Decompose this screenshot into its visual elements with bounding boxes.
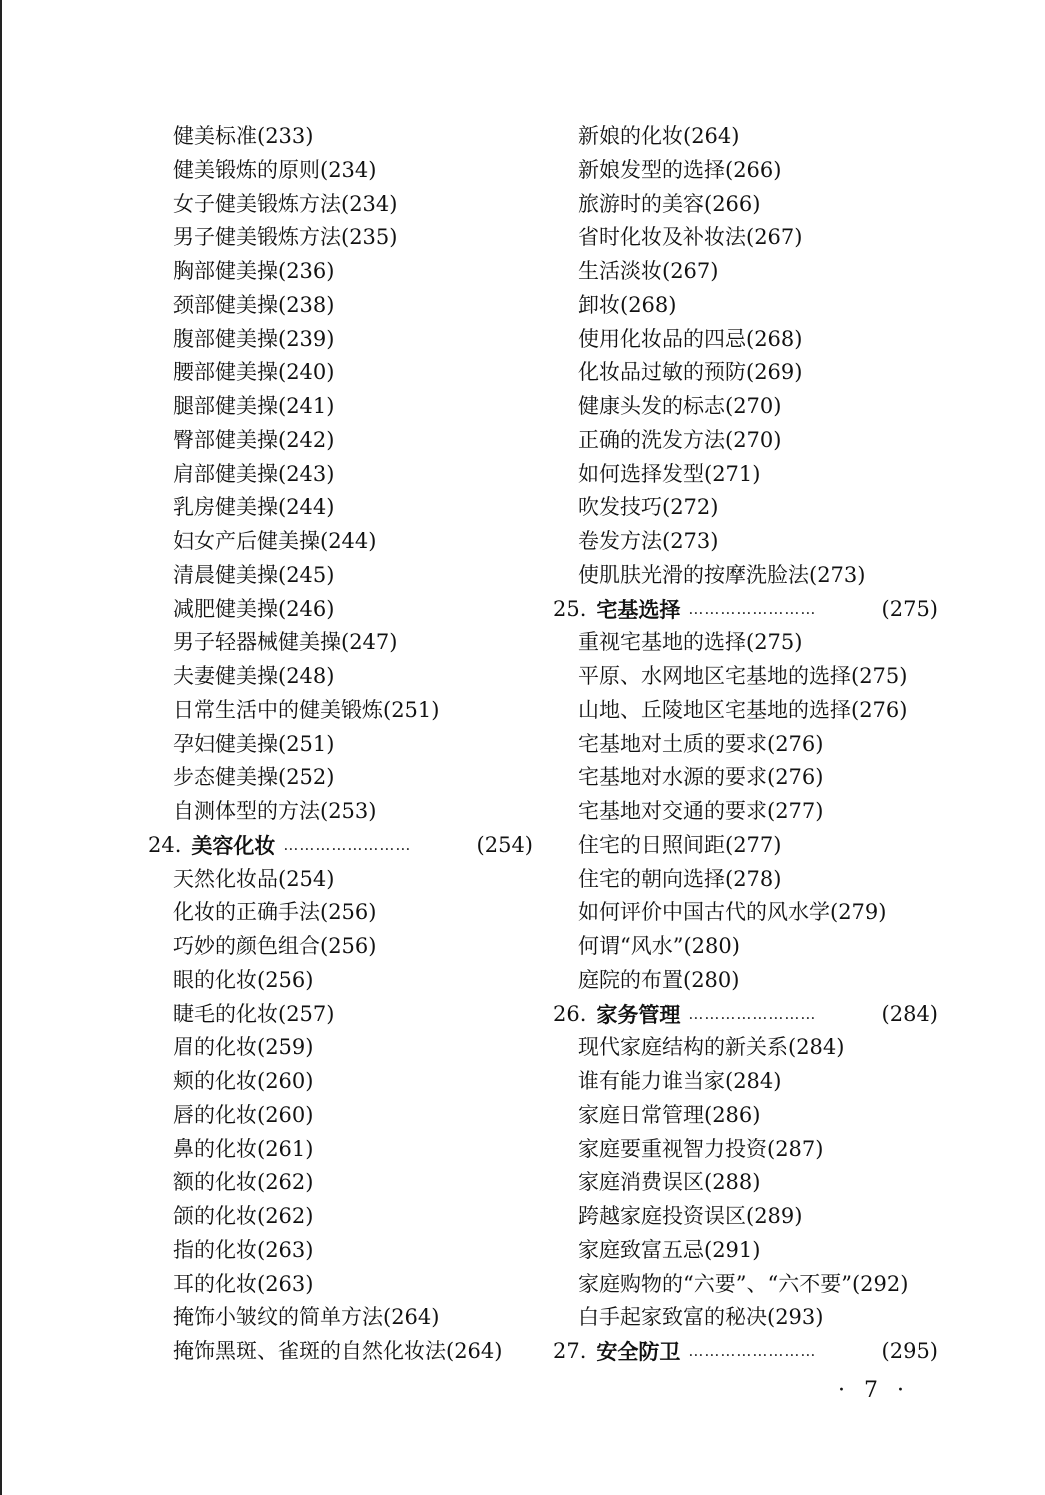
toc-entry: 乳房健美操(244) [173,495,335,520]
toc-entry: 掩饰小皱纹的简单方法(264) [173,1305,440,1330]
section-number: 25. [553,596,587,621]
toc-entry: 眉的化妆(259) [173,1035,314,1060]
toc-entry: 如何评价中国古代的风水学(279) [578,900,887,925]
section-number: 24. [148,832,182,857]
toc-entry: 女子健美锻炼方法(234) [173,191,398,216]
toc-entry: 睫毛的化妆(257) [173,1001,335,1026]
toc-entry: 腰部健美操(240) [173,360,335,385]
section-title: 安全防卫 [596,1339,681,1364]
toc-section-heading [553,1335,938,1369]
toc-entry: 眼的化妆(256) [173,967,314,992]
toc-entry: 孕妇健美操(251) [173,731,335,756]
leader-dots: …………………… [688,1342,817,1360]
toc-entry: 健美标准(233) [173,124,314,148]
toc-entry: 化妆的正确手法(256) [173,900,377,925]
leader-dots: …………………… [688,599,817,618]
toc-entry: 生活淡妆(267) [578,259,719,283]
section-number: 27. [553,1339,587,1363]
toc-entry: 家庭要重视智力投资(287) [578,1136,824,1161]
toc-entry: 宅基地对水源的要求(276) [578,765,824,790]
toc-entry: 家庭消费误区(288) [578,1170,761,1195]
toc-entry: 省时化妆及补妆法(267) [578,225,803,250]
toc-entry: 新娘发型的选择(266) [578,157,782,182]
toc-entry: 何谓“风水”(280) [578,934,740,958]
section-page: (275) [881,596,938,621]
toc-entry: 额的化妆(262) [173,1170,314,1195]
toc-entry: 家庭购物的“六要”、“六不要”(292) [578,1271,909,1296]
toc-entry: 使用化妆品的四忌(268) [578,326,803,351]
toc-entry: 妇女产后健美操(244) [173,529,377,553]
toc-section-heading [553,593,938,627]
toc-entry: 腿部健美操(241) [173,394,335,418]
toc-entry: 步态健美操(252) [173,765,335,790]
toc-entry: 使肌肤光滑的按摩洗脸法(273) [578,562,866,587]
toc-entry: 胸部健美操(236) [173,259,335,283]
toc-entry: 耳的化妆(263) [173,1271,314,1296]
toc-entry: 肩部健美操(243) [173,461,335,486]
toc-entry: 卸妆(268) [578,292,677,317]
toc-entry: 现代家庭结构的新关系(284) [578,1035,845,1060]
toc-column-left [148,120,533,1369]
toc-entry: 重视宅基地的选择(275) [578,630,803,655]
page-number: · 7 · [838,1378,910,1403]
toc-entry: 跨越家庭投资误区(289) [578,1204,803,1228]
toc-entry: 如何选择发型(271) [578,461,761,486]
toc-entry: 住宅的日照间距(277) [578,832,782,857]
toc-entry: 卷发方法(273) [578,529,719,553]
toc-entry: 平原、水网地区宅基地的选择(275) [578,664,908,688]
leader-dots: …………………… [283,835,412,854]
toc-entry: 鼻的化妆(261) [173,1136,314,1161]
toc-entry: 化妆品过敏的预防(269) [578,360,803,385]
toc-entry: 家庭致富五忌(291) [578,1237,761,1262]
section-number: 26. [553,1001,587,1026]
toc-entry: 旅游时的美容(266) [578,191,761,216]
toc-entry: 宅基地对交通的要求(277) [578,799,824,823]
toc-entry: 山地、丘陵地区宅基地的选择(276) [578,697,908,722]
toc-entry: 清晨健美操(245) [173,562,335,587]
toc-entry: 颌的化妆(262) [173,1204,314,1228]
toc-entry: 夫妻健美操(248) [173,664,335,688]
toc-entry: 住宅的朝向选择(278) [578,866,782,891]
toc-entry: 庭院的布置(280) [578,967,740,992]
toc-section-heading [148,829,533,863]
toc-entry: 健美锻炼的原则(234) [173,157,377,182]
leader-dots: …………………… [688,1004,817,1023]
page-edge [0,0,2,1495]
toc-entry: 谁有能力谁当家(284) [578,1069,782,1093]
section-title: 家务管理 [596,1001,681,1027]
section-title: 美容化妆 [191,832,276,858]
toc-entry: 日常生活中的健美锻炼(251) [173,697,440,722]
toc-entry: 正确的洗发方法(270) [578,427,782,452]
section-title: 宅基选择 [596,596,681,622]
toc-entry: 巧妙的颜色组合(256) [173,934,377,958]
toc-entry: 吹发技巧(272) [578,495,719,520]
toc-entry: 健康头发的标志(270) [578,394,782,418]
toc-entry: 新娘的化妆(264) [578,124,740,148]
toc-entry: 掩饰黑斑、雀斑的自然化妆法(264) [173,1339,503,1363]
toc-entry: 宅基地对土质的要求(276) [578,731,824,756]
toc-column-right [553,120,938,1369]
toc-entry: 白手起家致富的秘决(293) [578,1305,824,1330]
toc-entry: 减肥健美操(246) [173,596,335,621]
toc-entry: 指的化妆(263) [173,1237,314,1262]
section-page: (284) [881,1001,938,1026]
toc-entry: 臀部健美操(242) [173,427,335,452]
toc-entry: 自测体型的方法(253) [173,799,377,823]
section-page: (254) [476,832,533,857]
section-page: (295) [881,1339,938,1363]
toc-section-heading [553,998,938,1032]
toc-entry: 颈部健美操(238) [173,292,335,317]
toc-entry: 家庭日常管理(286) [578,1102,761,1127]
toc-entry: 颊的化妆(260) [173,1069,314,1093]
toc-entry: 唇的化妆(260) [173,1102,314,1127]
toc-entry: 腹部健美操(239) [173,326,335,351]
toc-entry: 男子轻器械健美操(247) [173,630,398,655]
toc-entry: 男子健美锻炼方法(235) [173,225,398,250]
toc-entry: 天然化妆品(254) [173,866,335,891]
